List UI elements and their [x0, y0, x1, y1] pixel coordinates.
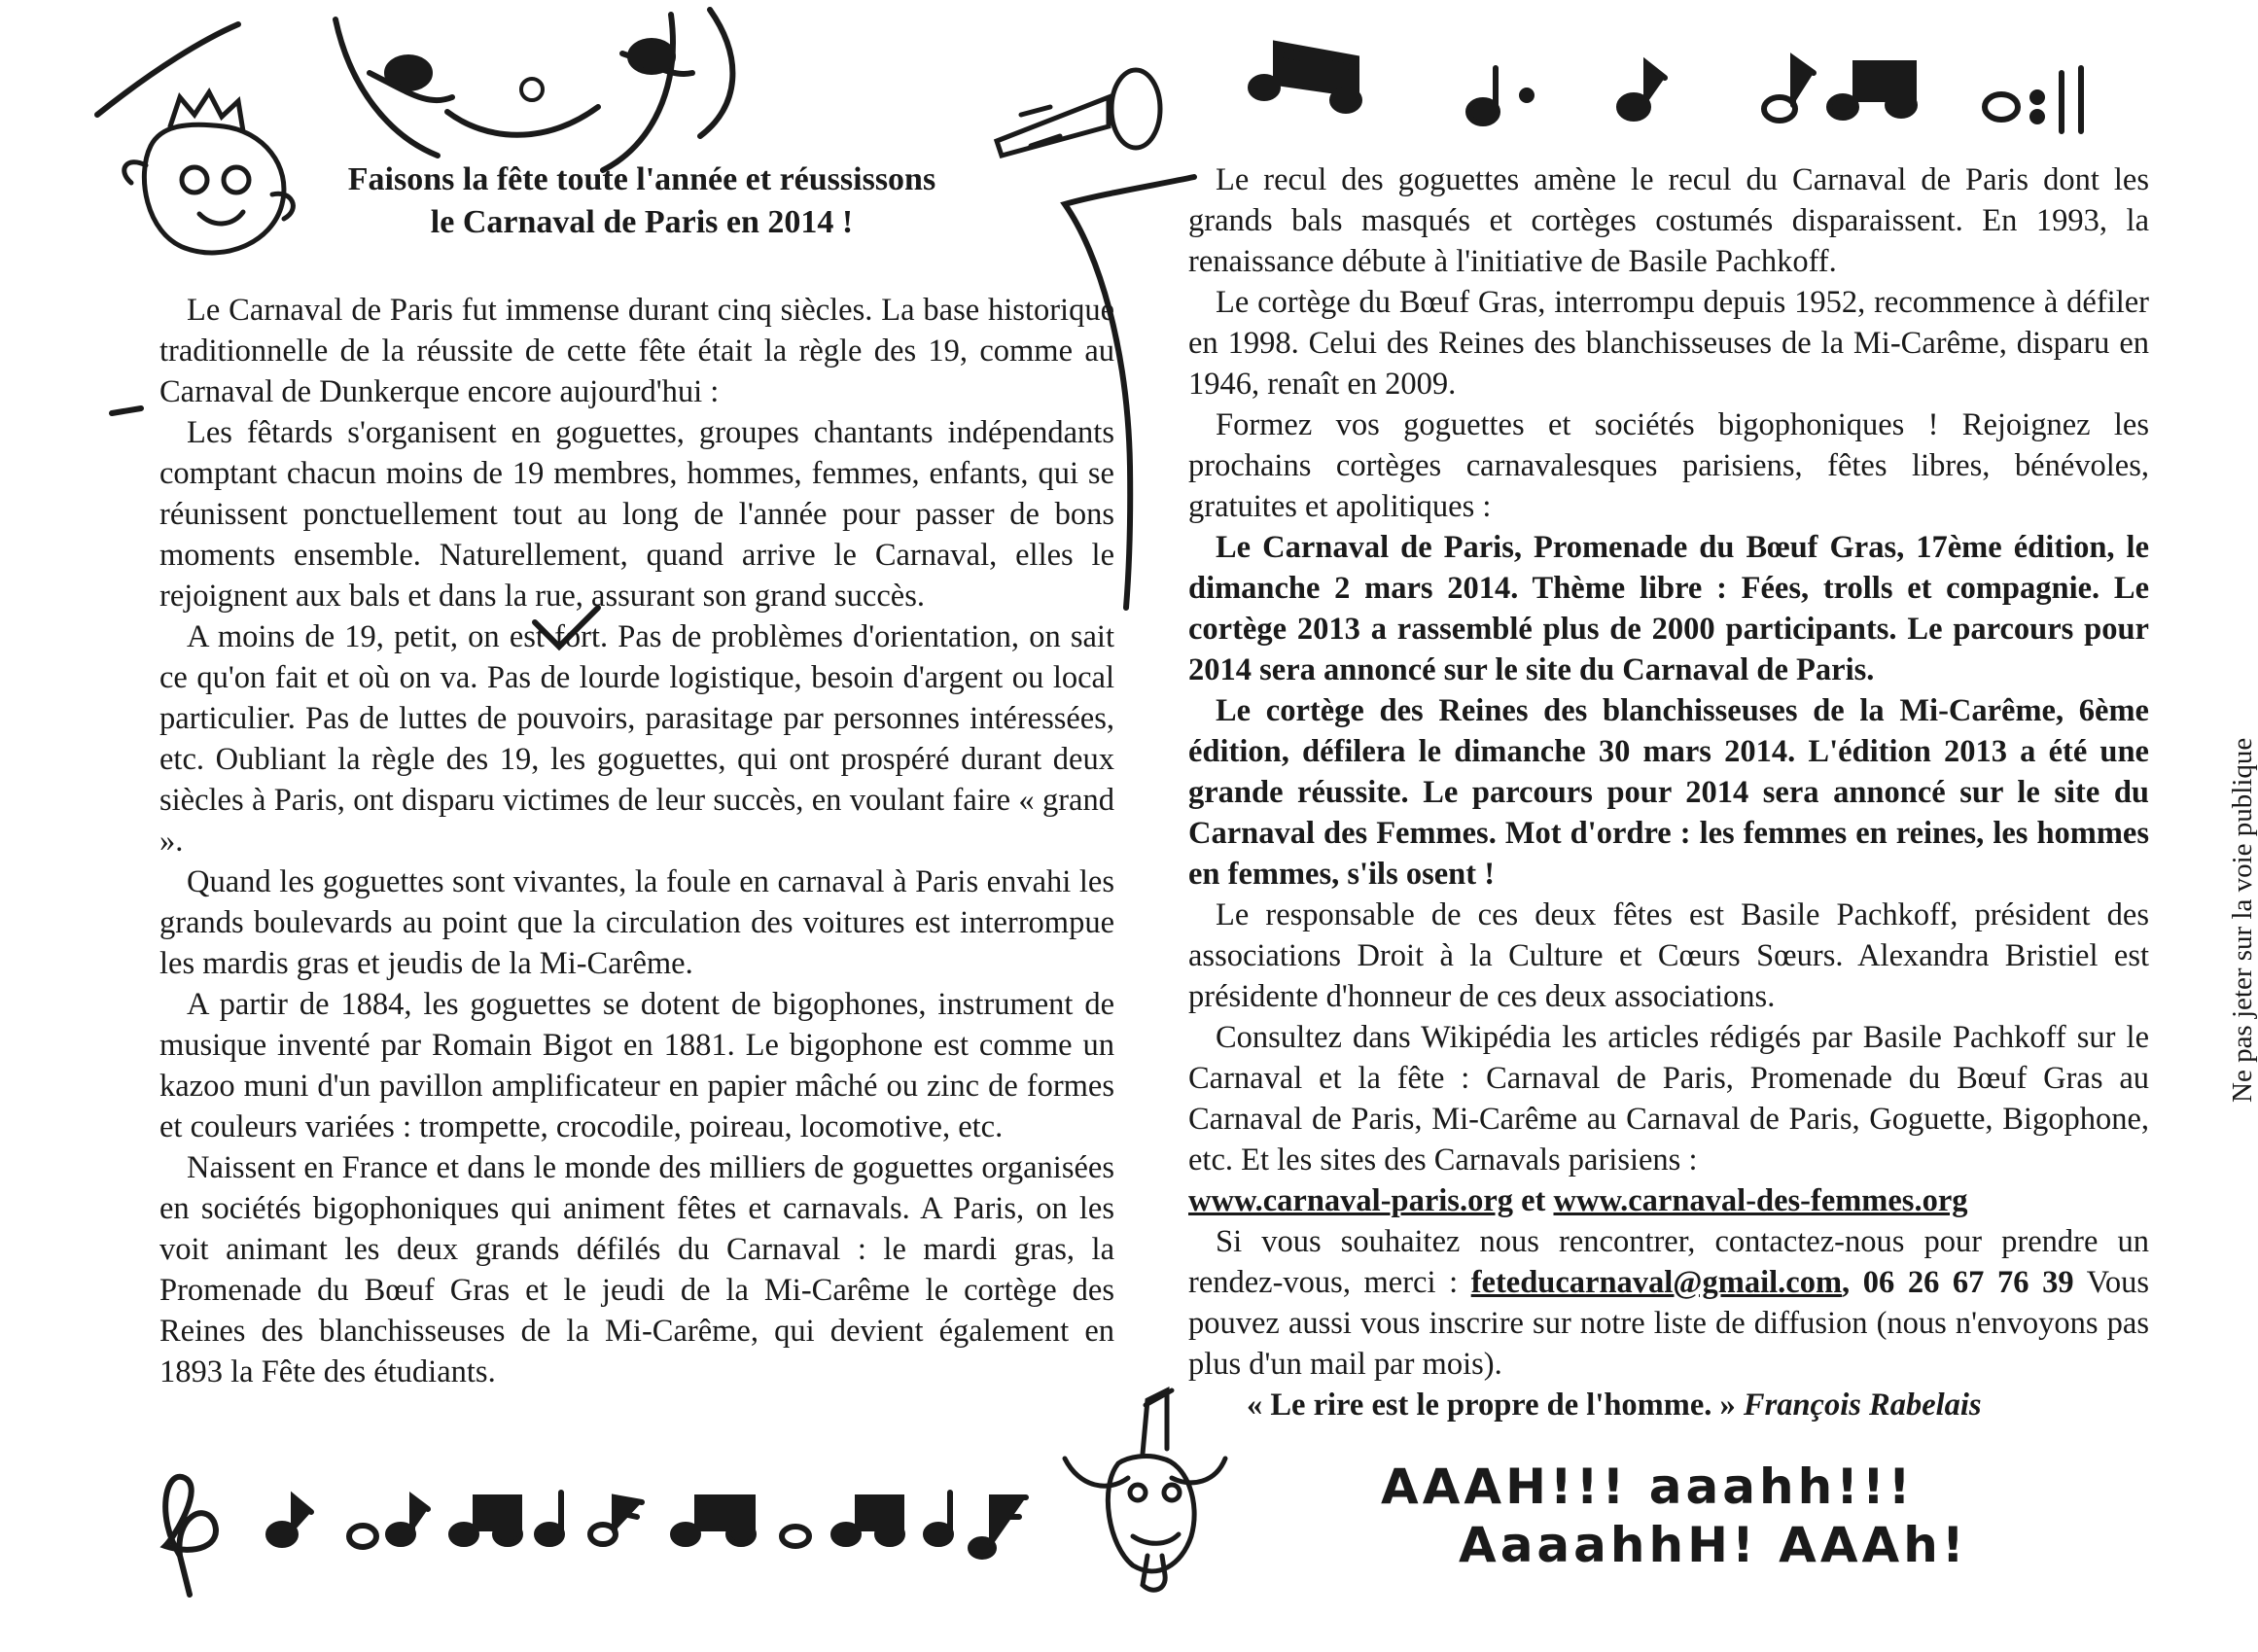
contact-text-after: Vous pouvez aussi vous inscrire sur notre liste de diffusion (nous n'envoyons pas plus d'un mail par mois).: [1188, 1265, 2149, 1382]
left-column: [159, 290, 1114, 1392]
title-line-2: le Carnaval de Paris en 2014 !: [430, 204, 854, 240]
right-paragraph: Le cortège du Bœuf Gras, interrompu depuis 1952, recommence à défiler en 1998. Celui des Reines des blanchisseuses de la Mi-Carême, disparu en 1946, renaît en 2009.: [1188, 285, 2149, 402]
sun-face-drawing: [97, 10, 732, 170]
links-line: [1188, 1180, 2149, 1221]
left-paragraph: Le Carnaval de Paris fut immense durant cinq siècles. La base historique traditionnelle de la réussite de cette fête était la règle des 19, comme au Carnaval de Dunkerque encore aujourd'hui :: [159, 293, 1114, 409]
event-paragraph-boeuf-gras: Le Carnaval de Paris, Promenade du Bœuf Gras, 17ème édition, le dimanche 2 mars 2014. Thème libre : Fées, trolls et compagnie. Le cortège 2013 a rassemblé plus de 2000 participants. Le parcours pour 2014 sera annoncé sur le site du Carnaval de Paris.: [1188, 530, 2149, 687]
crowned-face-drawing: [124, 92, 294, 253]
event-paragraph-mi-careme: Le cortège des Reines des blanchisseuses de la Mi-Carême, 6ème édition, défilera le dimanche 30 mars 2014. L'édition 2013 a été une grande réussite. Le parcours pour 2014 sera annoncé sur le site du Carnaval des Femmes. Mot d'ordre : les femmes en reines, les hommes en femmes, s'ils osent !: [1188, 693, 2149, 892]
right-column: [1188, 159, 2149, 1425]
left-paragraph: A moins de 19, petit, on est fort. Pas de problèmes d'orientation, on sait ce qu'on fait et où on va. Pas de lourde logistique, besoin d'argent ou local particulier. Pas de luttes de pouvoirs, parasitage par personnes intéressées, etc. Oubliant la règle des 19, les goguettes, qui ont prospéré durant deux siècles à Paris, ont disparu victimes de leur succès, en voulant faire « grand ».: [159, 619, 1114, 859]
bigophone-drawing: [997, 70, 1160, 156]
left-paragraph: Naissent en France et dans le monde des milliers de goguettes organisées en sociétés bigophoniques qui animent fêtes et carnavals. A Paris, on les voit animant les deux grands défilés du Carnaval : le mardi gras, la Promenade du Bœuf Gras et le jeudi de la Mi-Carême le cortège des Reines des blanchisseuses de la Mi-Carême, qui devient également en 1893 la Fête des étudiants.: [159, 1150, 1114, 1389]
contact-email-link[interactable]: feteducarnaval@gmail.com: [1470, 1265, 1843, 1300]
quote-author: François Rabelais: [1743, 1388, 1982, 1423]
vertical-note: Ne pas jeter sur la voie publique: [2227, 737, 2258, 1103]
music-notes-bottom-drawing: [165, 1477, 1026, 1595]
left-paragraph: Les fêtards s'organisent en goguettes, groupes chantants indépendants comptant chacun moins de 19 membres, hommes, femmes, enfants, qui se réunissent ponctuellement tout au long de l'année pour passer de bons moments ensemble. Naturellement, quand arrive le Carnaval, elles le rejoignent aux bals et dans la rue, assurant son grand succès.: [159, 415, 1114, 614]
right-paragraph: Le responsable de ces deux fêtes est Basile Pachkoff, président des associations Droit à la Culture et Cœurs Sœurs. Alexandra Bristiel est présidente d'honneur de ces deux associations.: [1188, 897, 2149, 1014]
left-paragraph: A partir de 1884, les goguettes se dotent de bigophones, instrument de musique inventé par Romain Bigot en 1881. Le bigophone est comme un kazoo muni d'un pavillon amplificateur en papier mâché ou zinc de formes et couleurs variées : trompette, crocodile, poireau, locomotive, etc.: [159, 987, 1114, 1144]
page-title: [292, 158, 992, 244]
music-notes-top-drawing: [1251, 44, 2081, 131]
links-connector: et: [1513, 1183, 1554, 1218]
contact-text: Si vous souhaitez nous rencontrer, contactez-nous pour prendre un rendez-vous, merci :: [1188, 1224, 2149, 1300]
right-paragraph: Formez vos goguettes et sociétés bigophoniques ! Rejoignez les prochains cortèges carnavalesques parisiens, fêtes libres, bénévoles, gratuites et apolitiques :: [1188, 407, 2149, 524]
quote-line: [1188, 1385, 2149, 1425]
right-paragraph: Le recul des goguettes amène le recul du Carnaval de Paris dont les grands bals masqués et cortèges costumés disparaissent. En 1993, la renaissance débute à l'initiative de Basile Pachkoff.: [1188, 162, 2149, 279]
left-paragraph: Quand les goguettes sont vivantes, la foule en carnaval à Paris envahi les grands boulevards au point que la circulation des voitures est interrompue les mardis gras et jeudis de la Mi-Carême.: [159, 864, 1114, 981]
contact-phone: , 06 26 67 76 39: [1842, 1265, 2074, 1300]
contact-paragraph: [1188, 1221, 2149, 1385]
handwritten-shout-1: AAAH!!! aaahh!!!: [1381, 1459, 1915, 1515]
right-paragraph: Consultez dans Wikipédia les articles rédigés par Basile Pachkoff sur le Carnaval et la fête : Carnaval de Paris, Promenade du Bœuf Gras au Carnaval de Paris, Mi-Carême au Carnaval de Paris, Goguette, Bigophone, etc. Et les sites des Carnavals parisiens :: [1188, 1020, 2149, 1177]
link-carnaval-paris[interactable]: www.carnaval-paris.org: [1188, 1183, 1513, 1218]
quote-text: « Le rire est le propre de l'homme. »: [1247, 1388, 1736, 1423]
link-carnaval-des-femmes[interactable]: www.carnaval-des-femmes.org: [1553, 1183, 1968, 1218]
handwritten-shout-2: AaaahhH! AAAh!: [1459, 1517, 1968, 1573]
title-line-1: Faisons la fête toute l'année et réussissons: [347, 161, 936, 197]
